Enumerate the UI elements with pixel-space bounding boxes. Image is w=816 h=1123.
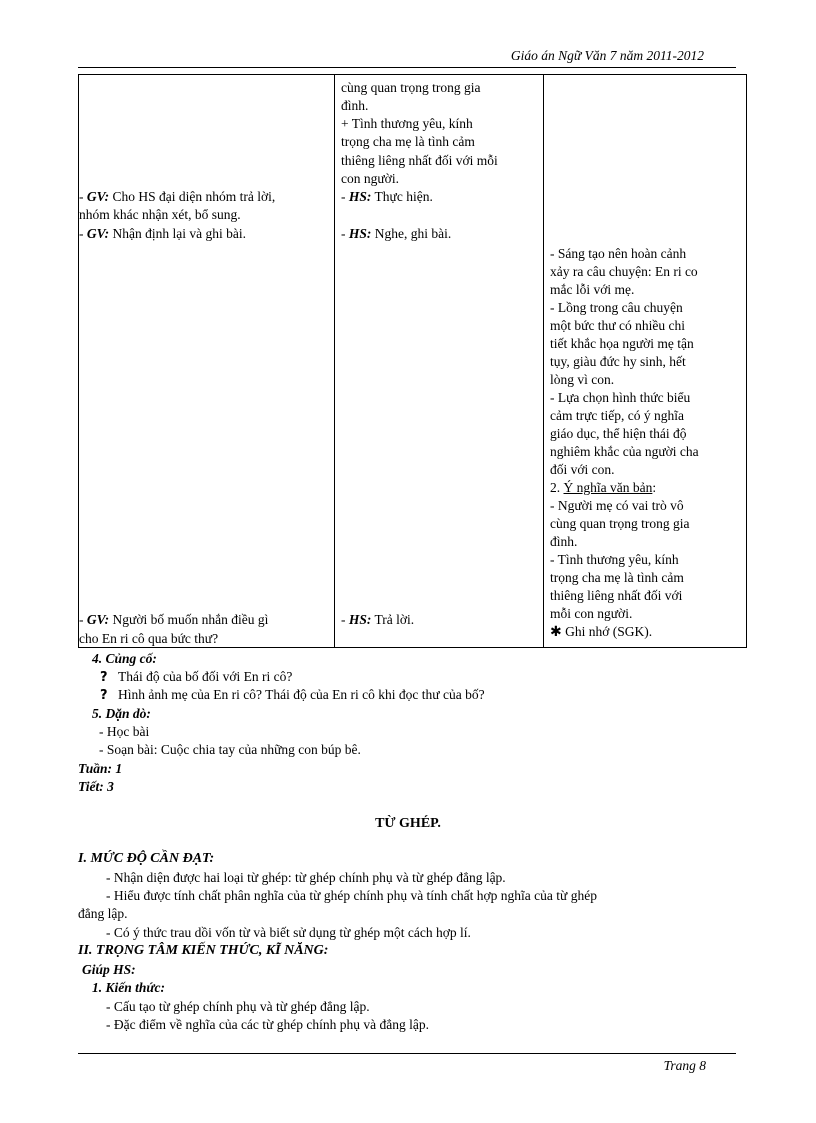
gv-line: nhóm khác nhận xét, bổ sung. (79, 207, 241, 222)
hs-line: - HS: Nghe, ghi bài. (341, 226, 452, 241)
text-line: một bức thư có nhiều chi (550, 318, 685, 333)
section2-sub: Giúp HS: (82, 962, 136, 977)
section2-item: - Cấu tạo từ ghép chính phụ và từ ghép đẳng lập. (106, 999, 370, 1014)
text-line: - Lồng trong câu chuyện (550, 300, 683, 315)
text-line: trọng cha mẹ là tình cảm (550, 570, 684, 585)
text-line: mỗi con người. (550, 606, 633, 621)
gv-line: - GV: Người bố muốn nhắn điều gì (79, 612, 269, 627)
question-line: ? Thái độ của bố đối với En ri cô? (100, 669, 293, 685)
text-line: mắc lỗi với mẹ. (550, 282, 635, 297)
text-line: giáo dục, thể hiện thái độ (550, 426, 687, 441)
text-line: cùng quan trọng trong gia (341, 80, 481, 95)
homework-heading: 5. Dặn dò: (92, 706, 151, 721)
section1-item: đẳng lập. (78, 906, 128, 921)
week-label: Tuần: 1 (78, 761, 123, 776)
text-line: - Lựa chọn hình thức biểu (550, 390, 691, 405)
page-title: TỪ GHÉP. (375, 816, 441, 831)
text-line: + Tình thương yêu, kính (341, 116, 473, 131)
lesson-table (78, 74, 747, 648)
text-line: đình. (341, 98, 369, 113)
page-footer: Trang 8 (663, 1058, 706, 1073)
text-line: - Tình thương yêu, kính (550, 552, 679, 567)
section-heading: 2. Ý nghĩa văn bản: (550, 480, 657, 495)
content-column (544, 75, 747, 648)
text-line: - Người mẹ có vai trò vô (550, 498, 684, 513)
text-line: tụy, giàu đức hy sinh, hết (550, 354, 686, 369)
header-rule (78, 67, 736, 68)
text-line: đối với con. (550, 462, 615, 477)
question-line: ? Hình ảnh mẹ của En ri cô? Thái độ của En ri cô khi đọc thư của bố? (100, 687, 485, 703)
section1-item: - Nhận diện được hai loại từ ghép: từ ghép chính phụ và từ ghép đẳng lập. (106, 870, 506, 885)
gv-line: - GV: Cho HS đại diện nhóm trả lời, (79, 189, 276, 204)
section1-item: - Hiểu được tính chất phân nghĩa của từ ghép chính phụ và tính chất hợp nghĩa của từ ghép (106, 888, 597, 903)
hs-line: - HS: Thực hiện. (341, 189, 433, 204)
text-line: lòng vì con. (550, 372, 615, 387)
period-label: Tiết: 3 (78, 779, 114, 794)
section1-heading: I. MỨC ĐỘ CẦN ĐẠT: (78, 851, 215, 866)
gv-line: - GV: Nhận định lại và ghi bài. (79, 226, 246, 241)
text-line: trọng cha mẹ là tình cảm (341, 134, 475, 149)
text-line: thiêng liêng nhất đối với (550, 588, 683, 603)
question-icon: ? (100, 688, 108, 703)
section2-sub1: 1. Kiến thức: (92, 980, 165, 995)
note-line: ✱ Ghi nhớ (SGK). (550, 624, 653, 640)
text-line: đình. (550, 534, 578, 549)
text-line: thiêng liêng nhất đối với mỗi (341, 153, 498, 168)
teacher-column (79, 75, 335, 648)
text-line: tiết khắc họa người mẹ tận (550, 336, 694, 351)
gv-line: cho En ri cô qua bức thư? (79, 631, 219, 646)
section1-item: - Có ý thức trau dồi vốn từ và biết sử dụng từ ghép một cách hợp lí. (106, 925, 471, 940)
text-line: xảy ra câu chuyện: En ri co (550, 264, 698, 279)
section2-item: - Đặc điểm về nghĩa của các từ ghép chính phụ và đẳng lập. (106, 1017, 429, 1032)
section2-heading: II. TRỌNG TÂM KIẾN THỨC, KĨ NĂNG: (78, 943, 329, 958)
question-icon: ? (100, 670, 108, 685)
hs-line: - HS: Trả lời. (341, 612, 415, 627)
consolidation-heading: 4. Củng cố: (92, 651, 157, 666)
footer-rule (78, 1053, 736, 1054)
star-icon: ✱ (550, 624, 562, 640)
text-line: cảm trực tiếp, có ý nghĩa (550, 408, 685, 423)
text-line: nghiêm khắc của người cha (550, 444, 699, 459)
text-line: con người. (341, 171, 399, 186)
page-header: Giáo án Ngữ Văn 7 năm 2011-2012 (510, 48, 704, 63)
homework-item: - Học bài (99, 724, 150, 739)
homework-item: - Soạn bài: Cuộc chia tay của những con búp bê. (99, 742, 361, 757)
text-line: - Sáng tạo nên hoàn cảnh (550, 246, 687, 261)
text-line: cùng quan trọng trong gia (550, 516, 690, 531)
student-column (335, 75, 544, 648)
